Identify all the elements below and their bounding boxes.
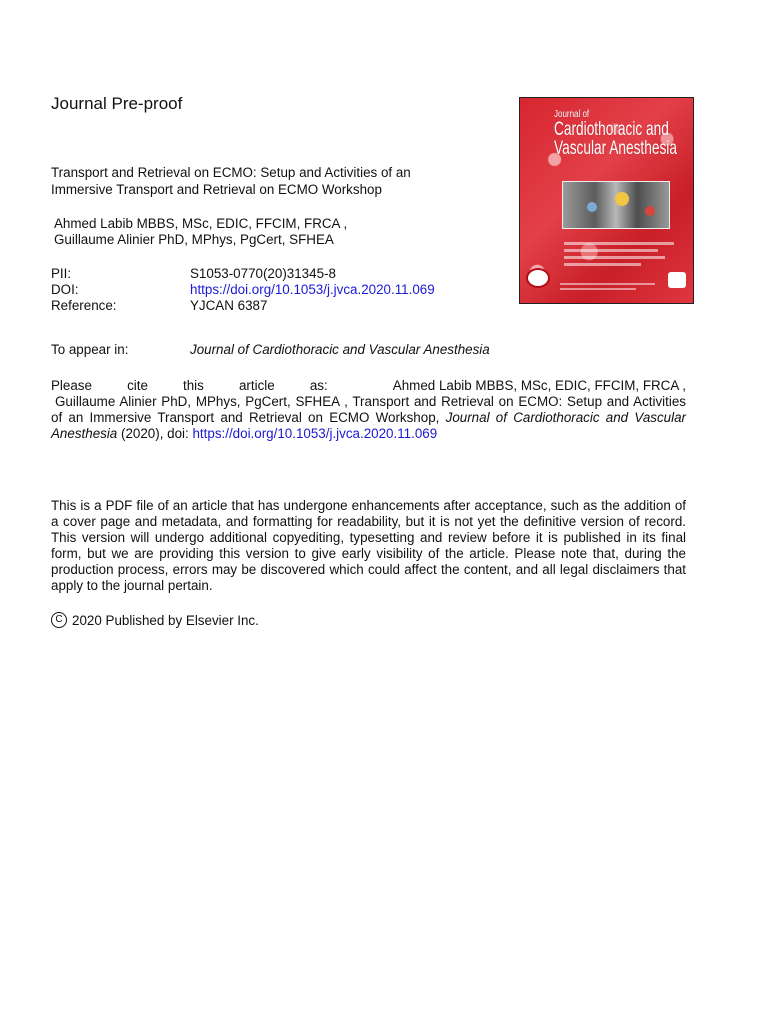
cite-word-please: Please <box>51 378 92 393</box>
citation-body <box>51 394 686 442</box>
cite-word-cite: cite <box>127 378 148 393</box>
doi-label: DOI: <box>51 282 79 297</box>
to-appear-in <box>51 342 490 357</box>
cite-word-article: article <box>238 378 275 393</box>
cite-word-this: this <box>183 378 204 393</box>
author-line-2: Guillaume Alinier PhD, MPhys, PgCert, SFHEA <box>54 232 334 247</box>
cover-echo-image <box>562 181 670 229</box>
cover-title-line1: Journal of <box>554 109 590 120</box>
cover-title <box>554 110 694 158</box>
cite-year: (2020), doi: <box>121 426 189 441</box>
cite-journal: Journal of Cardiothoracic and Vascular Anesthesia <box>51 410 686 441</box>
reference-label: Reference: <box>51 298 117 313</box>
copyright-line <box>51 612 259 628</box>
cite-doi-link[interactable]: https://doi.org/10.1053/j.jvca.2020.11.069 <box>192 426 438 441</box>
doi-link[interactable]: https://doi.org/10.1053/j.jvca.2020.11.069 <box>190 282 435 297</box>
citation-paragraph <box>51 378 686 442</box>
cover-text-lines <box>564 238 674 270</box>
doi-row <box>51 282 435 298</box>
society-logo-icon <box>526 268 550 288</box>
cover-footer-lines <box>560 280 655 293</box>
to-appear-label: To appear in: <box>51 342 129 357</box>
cite-authors-b: Guillaume Alinier PhD, MPhys, PgCert, SFHEA , Transport and Retrieval on ECMO: Setup and Activities of an Immersive Transport and Retrieval on ECMO Workshop, <box>51 394 686 425</box>
cover-title-line3: Vascular Anesthesia <box>554 138 677 159</box>
copyright-icon: C <box>51 612 67 628</box>
copyright-text: 2020 Published by Elsevier Inc. <box>72 612 259 628</box>
publisher-logo-icon <box>668 272 686 288</box>
author-list <box>54 216 347 248</box>
reference-value: YJCAN 6387 <box>190 298 268 313</box>
journal-preproof-label: Journal Pre-proof <box>51 94 183 113</box>
journal-cover-image <box>519 97 694 304</box>
pii-value: S1053-0770(20)31345-8 <box>190 266 336 281</box>
citation-first-line <box>51 378 686 394</box>
article-metadata <box>51 266 435 314</box>
cite-authors-a: Ahmed Labib MBBS, MSc, EDIC, FFCIM, FRCA , <box>392 378 686 393</box>
pii-label: PII: <box>51 266 72 281</box>
disclaimer-paragraph: This is a PDF file of an article that has undergone enhancements after acceptance, such as the addition of a cover page and metadata, and formatting for readability, but it is not yet the definitive version of record. This version will undergo additional copyediting, typesetting and review before it is published in its final form, but we are providing this version to give early visibility of the article. Please note that, during the production process, errors may be discovered which could affect the content, and all legal disclaimers that apply to the journal pertain. <box>51 498 686 593</box>
cover-title-line2: Cardiothoracic and <box>554 119 669 140</box>
to-appear-journal: Journal of Cardiothoracic and Vascular Anesthesia <box>190 342 490 357</box>
pii-row <box>51 266 435 282</box>
author-line-1: Ahmed Labib MBBS, MSc, EDIC, FFCIM, FRCA , <box>54 216 348 231</box>
cite-word-as: as: <box>309 378 328 393</box>
reference-row <box>51 298 435 314</box>
article-title: Transport and Retrieval on ECMO: Setup and Activities of an Immersive Transport and Retrieval on ECMO Workshop <box>51 165 411 197</box>
